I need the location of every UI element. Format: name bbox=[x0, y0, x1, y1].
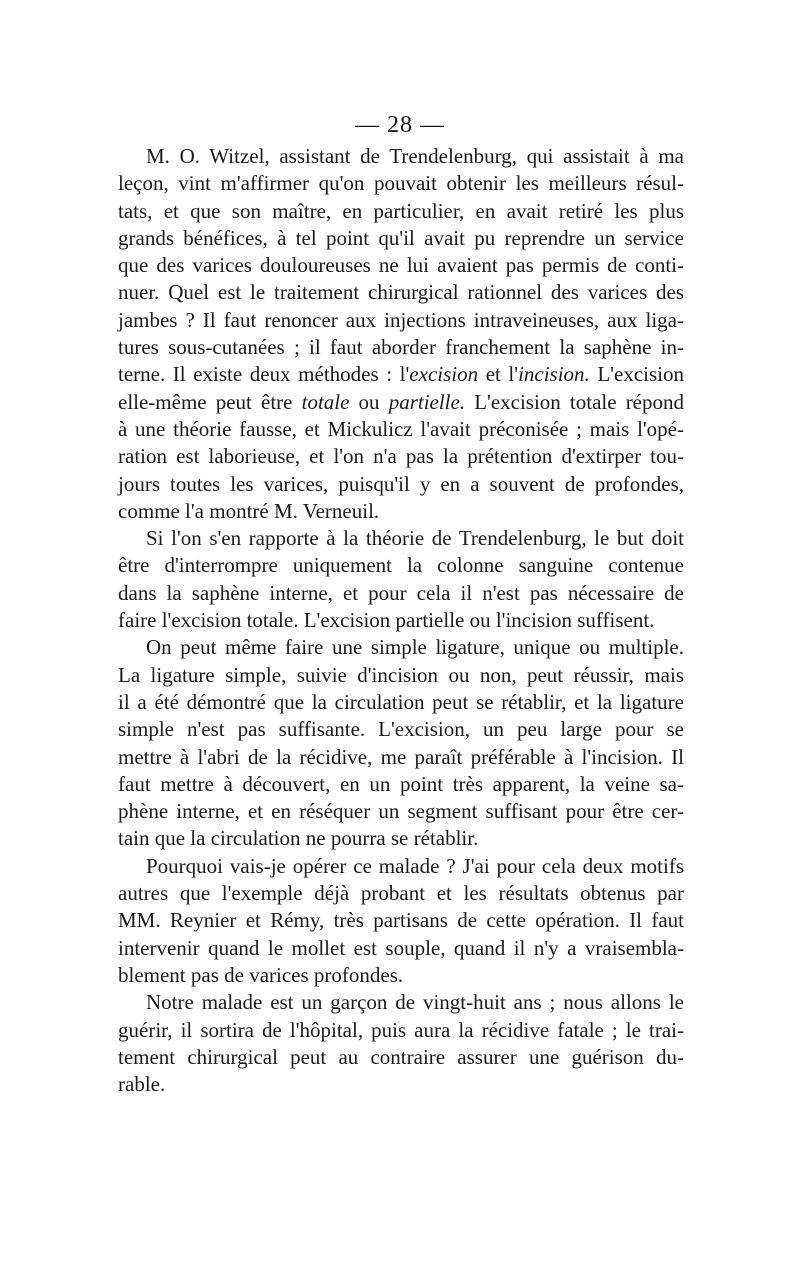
body-text bbox=[118, 143, 684, 1098]
page-number: — 28 — bbox=[355, 112, 445, 138]
text-line: tain que la circulation ne pourra se rétablir. bbox=[118, 826, 479, 851]
text-line: La ligature simple, suivie d'incision ou non, peut réussir, mais bbox=[118, 662, 684, 687]
text-segment: et l' bbox=[478, 362, 519, 387]
text-segment: ou bbox=[349, 389, 389, 414]
text-line: nuer. Quel est le traitement chirurgical rationnel des varices des bbox=[118, 280, 684, 305]
text-segment: L'excision totale répond bbox=[465, 389, 685, 414]
text-line: faire l'excision totale. L'excision partielle ou l'incision suffisent. bbox=[118, 608, 655, 633]
text-line: comme l'a montré M. Verneuil. bbox=[118, 498, 380, 523]
text-line: Notre malade est un garçon de vingt-huit ans ; nous allons le bbox=[146, 990, 684, 1015]
text-line: intervenir quand le mollet est souple, quand il n'y a vraisembla- bbox=[118, 935, 684, 960]
italic-term: incision. bbox=[518, 362, 590, 387]
text-line: Si l'on s'en rapporte à la théorie de Trendelenburg, le but doit bbox=[146, 526, 684, 551]
text-line: faut mettre à découvert, en un point très apparent, la veine sa- bbox=[118, 771, 684, 796]
text-line: jours toutes les varices, puisqu'il y en a souvent de profondes, bbox=[118, 471, 684, 496]
text-line: tats, et que son maître, en particulier, en avait retiré les plus bbox=[118, 198, 684, 223]
text-line bbox=[118, 361, 684, 388]
paragraph bbox=[118, 143, 684, 525]
text-line: mettre à l'abri de la récidive, me paraît préférable à l'incision. Il bbox=[118, 744, 684, 769]
text-line: leçon, vint m'affirmer qu'on pouvait obtenir les meilleurs résul- bbox=[118, 171, 684, 196]
text-line: Pourquoi vais-je opérer ce malade ? J'ai pour cela deux motifs bbox=[146, 853, 684, 878]
text-line: MM. Reynier et Rémy, très partisans de cette opération. Il faut bbox=[118, 908, 684, 933]
italic-term: totale bbox=[301, 389, 350, 414]
text-line: jambes ? Il faut renoncer aux injections intraveineuses, aux liga- bbox=[118, 307, 684, 332]
text-line: à une théorie fausse, et Mickulicz l'avait préconisée ; mais l'opé- bbox=[118, 416, 684, 441]
text-line: grands bénéfices, à tel point qu'il avait pu reprendre un service bbox=[118, 225, 684, 250]
paragraph bbox=[118, 853, 684, 989]
text-segment: L'excision bbox=[589, 362, 684, 387]
text-segment: elle-même peut être bbox=[118, 389, 302, 414]
text-line: M. O. Witzel, assistant de Trendelenburg, qui assistait à ma bbox=[146, 144, 684, 168]
text-line: simple n'est pas suffisante. L'excision, un peu large pour se bbox=[118, 717, 684, 742]
text-line: il a été démontré que la circulation peut se rétablir, et la ligature bbox=[118, 689, 684, 714]
text-line: que des varices douloureuses ne lui avaient pas permis de conti- bbox=[118, 253, 684, 278]
paragraph bbox=[118, 525, 684, 634]
text-segment: terne. Il existe deux méthodes : l' bbox=[118, 362, 410, 387]
text-line: être d'interrompre uniquement la colonne sanguine contenue bbox=[118, 553, 684, 578]
text-line: rable. bbox=[118, 1072, 166, 1097]
paragraph bbox=[118, 634, 684, 852]
text-line: tement chirurgical peut au contraire assurer une guérison du- bbox=[118, 1044, 684, 1069]
paragraph bbox=[118, 989, 684, 1098]
text-line: autres que l'exemple déjà probant et les résultats obtenus par bbox=[118, 881, 684, 906]
text-line: On peut même faire une simple ligature, unique ou multiple. bbox=[146, 635, 684, 660]
text-line: ration est laborieuse, et l'on n'a pas la prétention d'extirper tou- bbox=[118, 444, 684, 469]
text-line bbox=[118, 389, 684, 416]
text-line: phène interne, et en réséquer un segment suffisant pour être cer- bbox=[118, 799, 684, 824]
italic-term: excision bbox=[409, 362, 479, 387]
italic-term: partielle. bbox=[388, 389, 466, 414]
text-line: guérir, il sortira de l'hôpital, puis aura la récidive fatale ; le trai- bbox=[118, 1017, 684, 1042]
text-line: blement pas de varices profondes. bbox=[118, 962, 404, 987]
text-line: dans la saphène interne, et pour cela il n'est pas nécessaire de bbox=[118, 580, 684, 605]
text-line: tures sous-cutanées ; il faut aborder franchement la saphène in- bbox=[118, 335, 684, 360]
